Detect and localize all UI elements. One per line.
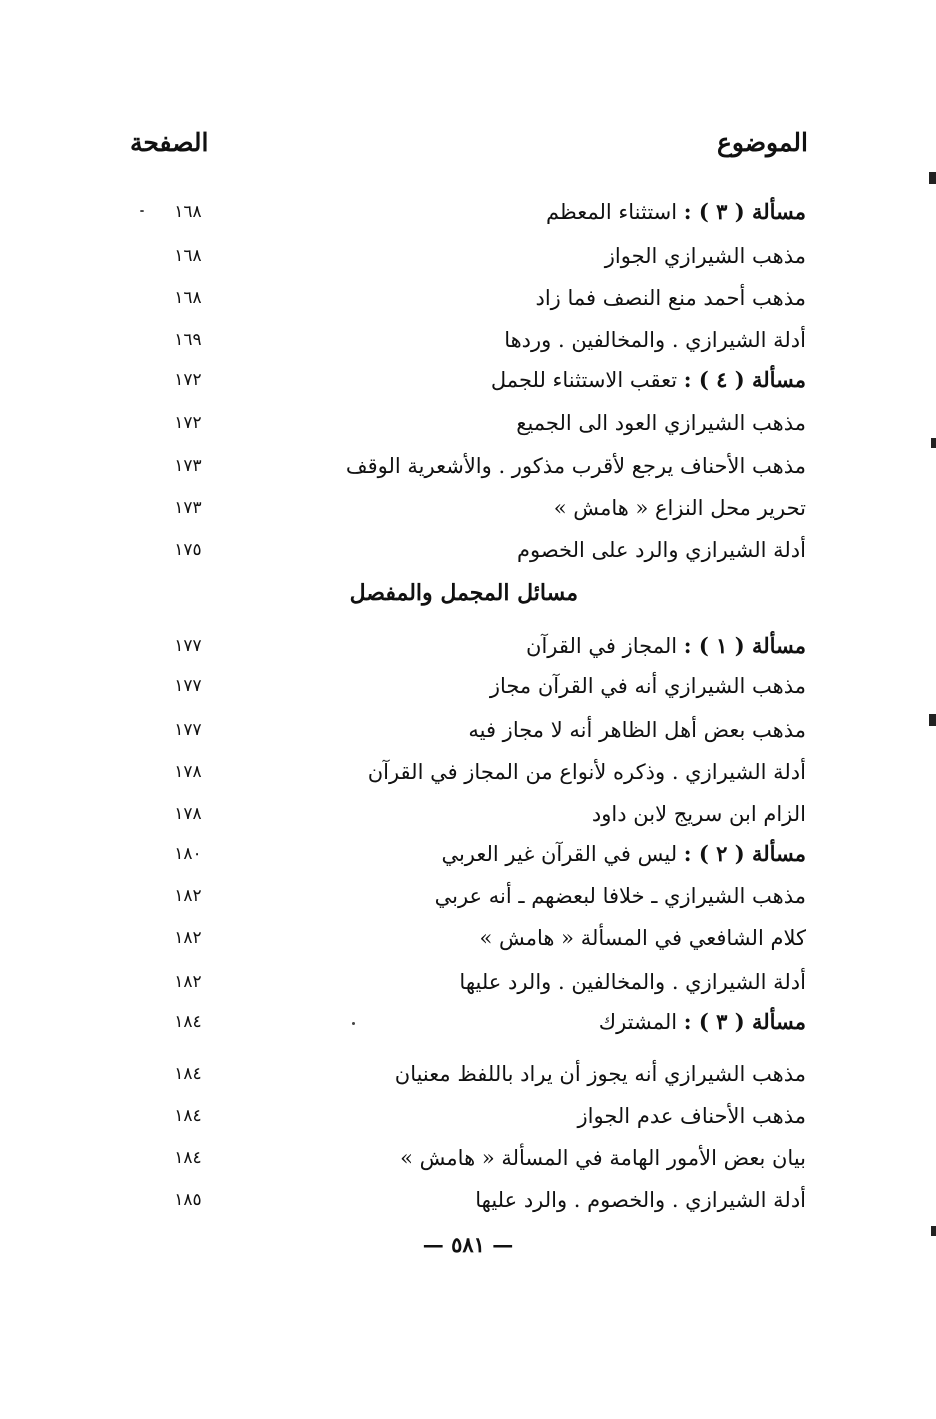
toc-entry <box>0 1138 936 1178</box>
toc-entry-text: مذهب الشيرازي الجواز <box>604 244 806 268</box>
toc-entry-text: مذهب الأحناف يرجع لأقرب مذكور . والأشعرية الوقف <box>345 454 806 478</box>
toc-entry-label: مسألة ( ٤ ) : <box>683 367 806 392</box>
toc-entry-topic <box>395 1054 806 1094</box>
toc-entry-topic <box>368 752 806 792</box>
toc-entry-page: ١٧٢ <box>174 370 202 390</box>
toc-entry-page: ١٦٨ <box>174 288 202 308</box>
toc-entry-text: ليس في القرآن غير العربي <box>441 842 684 866</box>
toc-entry <box>0 530 936 570</box>
toc-entry-text: تحرير محل النزاع « هامش » <box>553 496 806 520</box>
toc-entry-page: ١٧٨ <box>174 762 202 782</box>
toc-entry-page: ١٧٧ <box>174 636 202 656</box>
toc-entry-topic <box>526 626 806 666</box>
toc-entry <box>0 278 936 318</box>
scan-edge-mark <box>929 714 936 726</box>
column-header-page: الصفحة <box>130 128 209 157</box>
toc-entry <box>0 794 936 834</box>
toc-entry <box>0 1054 936 1094</box>
section-title: مسائل المجمل والمفصل <box>349 580 578 606</box>
toc-entry-topic <box>346 446 806 486</box>
scan-edge-mark <box>929 172 936 184</box>
toc-entry-text: تعقب الاستثناء للجمل <box>490 368 684 392</box>
toc-entry-text: كلام الشافعي في المسألة « هامش » <box>479 926 806 950</box>
toc-entry-page: ١٧٣ <box>174 456 202 476</box>
toc-entry <box>0 962 936 1002</box>
toc-entry-page: ١٨٢ <box>174 886 202 906</box>
toc-entry-page: ١٧٢ <box>174 413 202 433</box>
toc-entry-topic <box>459 962 806 1002</box>
toc-entry-topic <box>578 1096 806 1136</box>
toc-entry-topic <box>535 278 806 318</box>
scan-speck <box>352 1022 355 1025</box>
toc-entry-label: مسألة ( ١ ) : <box>683 633 806 658</box>
toc-entry-topic <box>479 918 806 958</box>
toc-entry-page: ١٨٢ <box>174 928 202 948</box>
toc-entry-page: ١٧٣ <box>174 498 202 518</box>
toc-entry <box>0 876 936 916</box>
toc-entry <box>0 752 936 792</box>
toc-entry-text: مذهب بعض أهل الظاهر أنه لا مجاز فيه <box>468 718 806 742</box>
toc-entry <box>0 403 936 443</box>
toc-entry-page: ١٨٤ <box>174 1106 202 1126</box>
toc-entry-topic <box>517 530 806 570</box>
toc-entry <box>0 918 936 958</box>
toc-entry <box>0 360 936 400</box>
toc-entry-text: أدلة الشيرازي . والمخالفين . والرد عليها <box>459 970 806 994</box>
toc-entry-page: ١٨٥ <box>174 1190 202 1210</box>
scan-edge-mark <box>931 438 936 448</box>
toc-entry-text: أدلة الشيرازي . وذكره لأنواع من المجاز في القرآن <box>367 760 806 784</box>
toc-entry-text: أدلة الشيرازي والرد على الخصوم <box>517 538 806 562</box>
toc-entry-text: مذهب الأحناف عدم الجواز <box>577 1104 806 1128</box>
toc-entry-page: ١٨٢ <box>174 972 202 992</box>
toc-entry-page: ١٧٧ <box>174 720 202 740</box>
toc-entry-topic <box>441 834 806 874</box>
toc-entry <box>0 626 936 666</box>
toc-entry-label: مسألة ( ٢ ) : <box>683 841 806 866</box>
toc-entry-text: المجاز في القرآن <box>526 634 684 658</box>
toc-entry-text: بيان بعض الأمور الهامة في المسألة « هامش » <box>400 1146 806 1170</box>
toc-entry-text: مذهب الشيرازي العود الى الجميع <box>516 411 806 435</box>
toc-entry-topic <box>605 236 806 276</box>
toc-entry-topic <box>546 192 806 232</box>
toc-entry-topic <box>435 876 806 916</box>
toc-entry-topic <box>516 403 806 443</box>
toc-entry-topic <box>490 666 806 706</box>
toc-entry-page: ١٦٩ <box>174 330 202 350</box>
toc-entry <box>0 710 936 750</box>
toc-entry-topic <box>504 320 806 360</box>
toc-entry <box>0 488 936 528</box>
toc-entry-text: أدلة الشيرازي . والمخالفين . وردها <box>504 328 806 352</box>
toc-entry-text: مذهب أحمد منع النصف فما زاد <box>535 286 806 310</box>
scan-speck <box>140 210 144 212</box>
toc-entry <box>0 1180 936 1220</box>
toc-entry-topic <box>475 1180 806 1220</box>
page-number-footer: — ٥٨١ — <box>422 1232 514 1257</box>
toc-entry-topic <box>592 794 806 834</box>
toc-entry-page: ١٦٨ <box>174 202 202 222</box>
toc-entry-label: مسألة ( ٣ ) : <box>683 199 806 224</box>
toc-entry-page: ١٧٨ <box>174 804 202 824</box>
toc-entry <box>0 1096 936 1136</box>
toc-entry-topic <box>599 1002 806 1042</box>
toc-entry-page: ١٨٠ <box>174 844 202 864</box>
toc-entry <box>0 666 936 706</box>
toc-entry-topic <box>554 488 806 528</box>
toc-entry-page: ١٨٤ <box>174 1148 202 1168</box>
toc-entry-page: ١٨٤ <box>174 1064 202 1084</box>
toc-entry-label: مسألة ( ٣ ) : <box>683 1009 806 1034</box>
toc-entry-topic <box>400 1138 806 1178</box>
toc-entry-text: استثناء المعظم <box>546 200 684 224</box>
toc-entry <box>0 1002 936 1042</box>
toc-entry-text: أدلة الشيرازي . والخصوم . والرد عليها <box>475 1188 806 1212</box>
toc-entry-text: المشترك <box>598 1010 684 1034</box>
toc-entry-page: ١٧٧ <box>174 676 202 696</box>
toc-entry-topic <box>468 710 806 750</box>
scan-edge-mark <box>931 1226 936 1236</box>
toc-entry-topic <box>491 360 806 400</box>
toc-entry-page: ١٨٤ <box>174 1012 202 1032</box>
column-header-topic: الموضوع <box>717 128 808 157</box>
toc-entry <box>0 192 936 232</box>
toc-entry-page: ١٧٥ <box>174 540 202 560</box>
toc-entry-text: مذهب الشيرازي ـ خلافا لبعضهم ـ أنه عربي <box>434 884 806 908</box>
toc-entry <box>0 446 936 486</box>
toc-entry <box>0 236 936 276</box>
toc-entry-text: مذهب الشيرازي أنه في القرآن مجاز <box>489 674 806 698</box>
toc-entry-text: الزام ابن سريج لابن داود <box>591 802 806 826</box>
toc-entry <box>0 320 936 360</box>
toc-entry <box>0 834 936 874</box>
toc-entry-text: مذهب الشيرازي أنه يجوز أن يراد باللفظ معنيان <box>394 1062 806 1086</box>
toc-entry-page: ١٦٨ <box>174 246 202 266</box>
